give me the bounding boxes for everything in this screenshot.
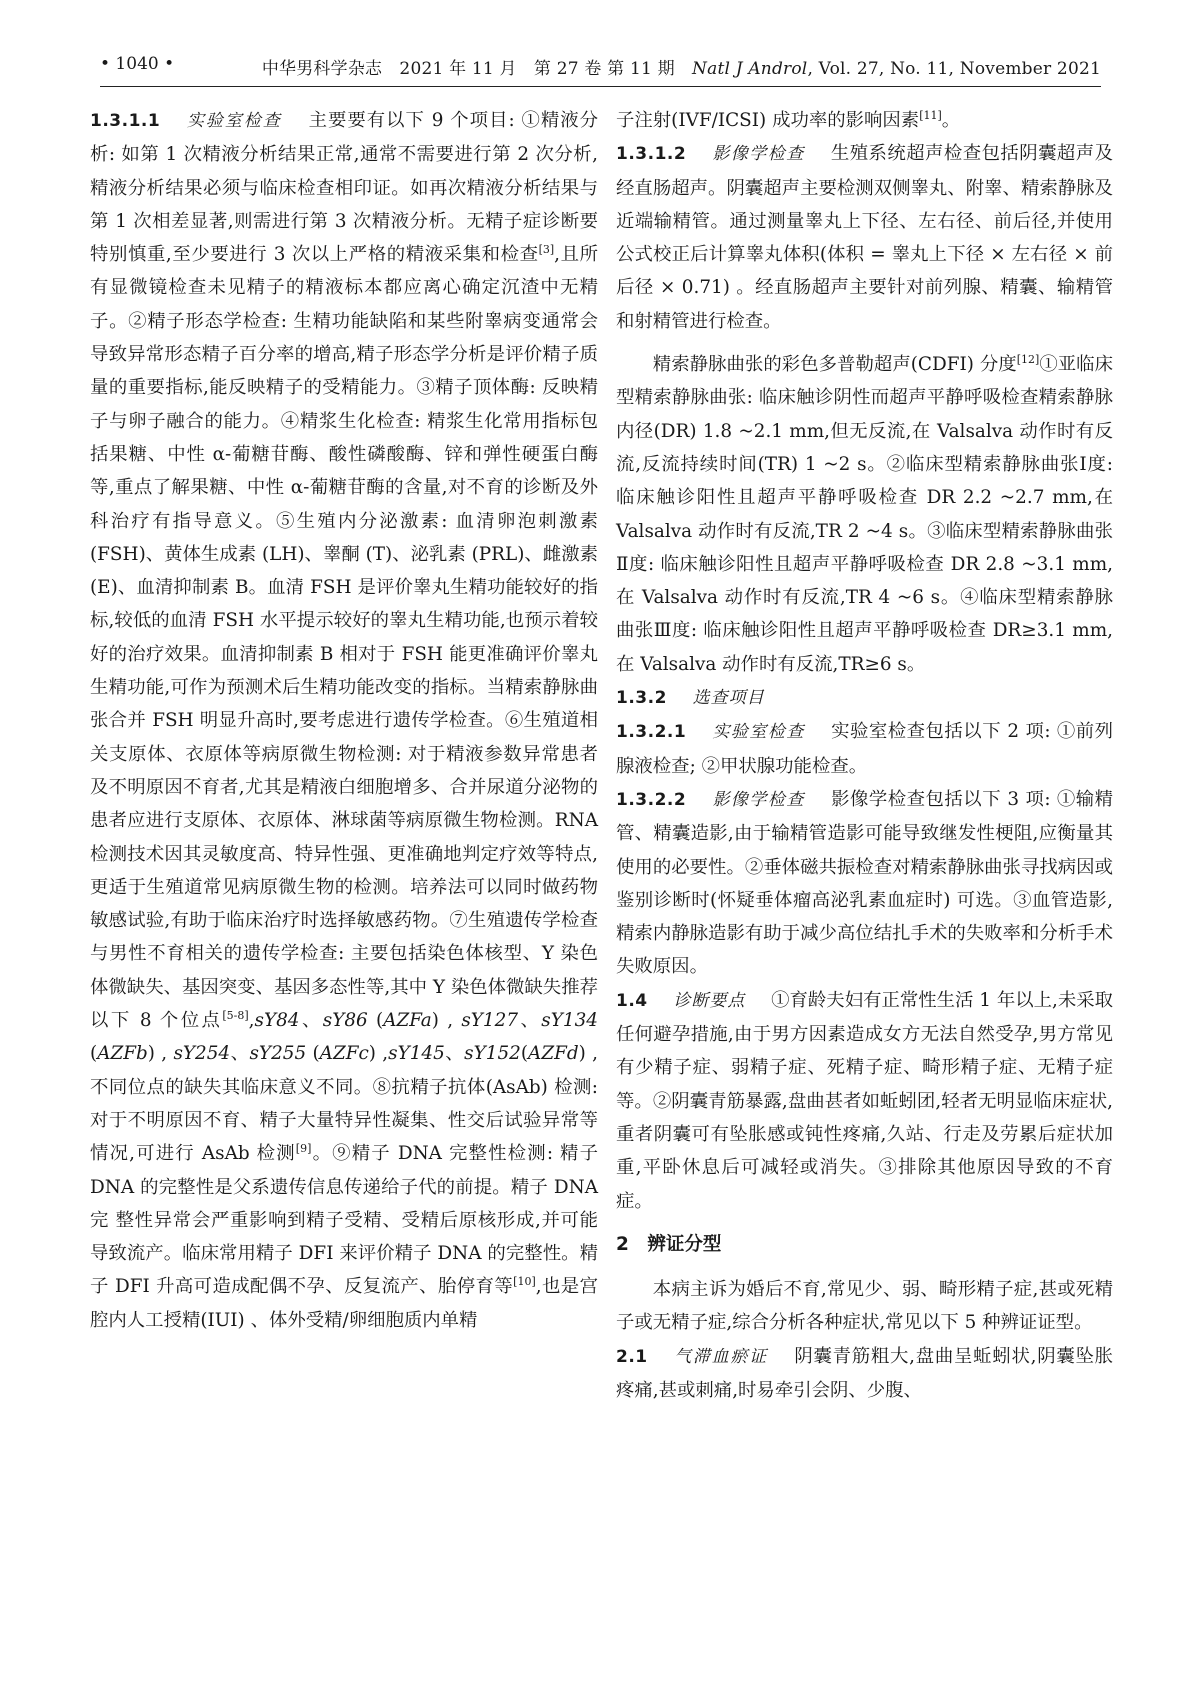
section-number: 1.3.2.2 [616,789,687,810]
citation-ref: [5-8] [222,1009,249,1023]
section-heading: 实验室检查 [711,722,805,743]
citation-ref: [11] [919,109,942,122]
section-heading: 诊断要点 [673,990,746,1011]
citation-ref: [9] [295,1142,312,1156]
gene-locus: sY145 [388,1043,445,1065]
paragraph-cdfi: 精索静脉曲张的彩色多普勒超声(CDFI) 分度[12]①亚临床型精索静脉曲张: 临床触诊阴性而超声平静呼吸检查精索静脉内径(DR) 1.8 ~2.1 mm,但无反流,在 Valsalva 动作时有反流,反流持续时间(TR) 1 ~2 s。②临床型精索静脉曲张Ⅰ度: 临床触诊阳性且超声平静呼吸检查 DR 2.2 ~2.7 mm,在 Valsalva 动作时有反流,TR 2 ~4 s。③临床型精索静脉曲张Ⅱ度: 临床触诊阳性且超声平静呼吸检查 DR 2.8 ~3.1 mm,在 Valsalva 动作时有反流,TR 4 ~6 s。④临床型精索静脉曲张Ⅲ度: 临床触诊阳性且超声平静呼吸检查 DR≥3.1 mm,在 Valsalva 动作时有反流,TR≥6 s。 [616,353,1113,675]
gene-locus: sY152 [464,1043,521,1065]
section-heading: 影像学检查 [711,789,805,810]
right-column [616,104,1113,1407]
paragraph-1-3-2-2: 1.3.2.2 影像学检查 影像学检查包括以下 3 项: ①输精管、精囊造影,由于输精管造影可能导致继发性梗阻,应衡量其使用的必要性。②垂体磁共振检查对精索静脉曲张寻找病因或鉴别诊断时(怀疑垂体瘤高泌乳素血症时) 可选。③血管造影,精索内静脉造影有助于减少高位结扎手术的失败率和分析手术失败原因。 [616,788,1114,978]
section-heading: 气滞血瘀证 [673,1346,768,1367]
citation-ref: [10] [513,1275,536,1289]
header-rule [100,86,1101,87]
section-number: 1.3.1.2 [616,144,687,165]
gene-locus: sY255 [249,1043,307,1065]
citation-ref: [12] [1016,353,1040,367]
section-heading: 影像学检查 [711,144,805,165]
gene-region: AZFb [97,1043,148,1065]
gene-region: AZFa [383,1010,432,1032]
section-number: 1.3.2.1 [616,722,687,743]
section-number: 1.3.2 [616,688,667,709]
gene-locus: sY84 [254,1010,300,1032]
paragraph-1-3-2-1: 1.3.2.1 实验室检查 实验室检查包括以下 2 项: ①前列腺液检查; ②甲状腺功能检查。 [616,721,1114,777]
gene-locus: sY134 [541,1010,598,1032]
journal-citation: 中华男科学杂志 2021 年 11 月 第 27 卷 第 11 期 Natl J Androl, Vol. 27, No. 11, November 2021 [261,59,1101,79]
paragraph-1-4: 1.4 诊断要点 ①育龄夫妇有正常性生活 1 年以上,未采取任何避孕措施,由于男方因素造成女方无法自然受孕,男方常见有少精子症、弱精子症、死精子症、畸形精子症、无精子症等。②阴囊青筋暴露,盘曲甚者如蚯蚓团,轻者无明显临床症状,重者阴囊可有坠胀感或钝性疼痛,久站、行走及劳累后症状加重,平卧休息后可减轻或消失。③排除其他原因导致的不育症。 [616,989,1114,1212]
paragraph-1-3-1-1: 1.3.1.1 实验室检查 主要要有以下 9 个项目: ①精液分析: 如第 1 次精液分析结果正常,通常不需要进行第 2 次分析,精液分析结果必须与临床检查相印证。如再次精液分析结果与第 1 次相差显著,则需进行第 3 次精液分析。无精子症诊断要特别慎重,至少要进行 3 次以上严格的精液采集和检查[3],且所有显微镜检查未见精子的精液标本都应离心确定沉渣中无精子。②精子形态学检查: 生精功能缺陷和某些附睾病变通常会导致异常形态精子百分率的增高,精子形态学分析是评价精子质量的重要指标,能反映精子的受精能力。③精子顶体酶: 反映精子与卵子融合的能力。④精浆生化检查: 精浆生化常用指标包括果糖、中性 α-葡糖苷酶、酸性磷酸酶、锌和弹性硬蛋白酶等,重点了解果糖、中性 α-葡糖苷酶的含量,对不育的诊断及外科治疗有指导意义。⑤生殖内分泌激素: 血清卵泡刺激素 (FSH)、黄体生成素 (LH)、睾酮 (T)、泌乳素 (PRL)、雌激素 (E)、血清抑制素 B。血清 FSH 是评价睾丸生精功能较好的指标,较低的血清 FSH 水平提示较好的睾丸生精功能,也预示着较好的治疗效果。血清抑制素 B 相对于 FSH 能更准确评价睾丸生精功能,可作为预测术后生精功能改变的指标。当精索静脉曲张合并 FSH 明显升高时,要考虑进行遗传学检查。⑥生殖道相关支原体、衣原体等病原微生物检测: 对于精液参数异常患者及不明原因不育者,尤其是精液白细胞增多、合并尿道分泌物的患者应进行支原体、衣原体、淋球菌等病原微生物检测。RNA 检测技术因其灵敏度高、特异性强、更准确地判定疗效等特点,更适于生殖道常见病原微生物的检测。培养法可以同时做药物敏感试验,有助于临床治疗时选择敏感药物。⑦生殖遗传学检查与男性不育相关的遗传学检查: 主要包括染色体核型、Y 染色体微缺失、基因突变、基因多态性等,其中 Y 染色体微缺失推荐以下 8 个位点[5-8],sY84、sY86 (AZFa) , sY127、sY134 (AZFb) , sY254、sY255 (AZFc) ,sY145、sY152(AZFd) ,不同位点的缺失其临床意义不同。⑧抗精子抗体(AsAb) 检测: 对于不明原因不育、精子大量特异性凝集、性交后试验异常等情况,可进行 AsAb 检测[9]。⑨精子 DNA 完整性检测: 精子 DNA 的完整性是父系遗传信息传递给子代的前提。精子 DNA 完 整性异常会严重影响到精子受精、受精后原核形成,并可能导致流产。临床常用精子 DFI 来评价精子 DNA 的完整性。精子 DFI 升高可造成配偶不孕、反复流产、胎停育等[10],也是宫腔内人工授精(IUI) 、体外受精/卵细胞质内单精 [90,110,599,1331]
section-number: 2.1 [616,1346,648,1367]
citation-ref: [3] [538,243,555,257]
heading-1-3-2 [616,681,1113,715]
running-header [100,50,1101,84]
section-heading: 选查项目 [692,688,765,709]
section-number: 1.4 [616,990,648,1011]
gene-region: AZFc [319,1043,369,1065]
section-heading: 实验室检查 [185,111,282,131]
gene-region: AZFd [528,1043,579,1065]
paragraph-continued: 子注射(IVF/ICSI) 成功率的影响因素[11]。 [616,109,961,131]
section-number: 1.3.1.1 [90,111,161,131]
journal-abbrev: Natl J Androl [692,59,808,79]
left-column [90,104,598,1337]
page-number: • 1040 • [100,54,175,74]
gene-locus: sY127 [461,1010,519,1032]
paragraph-1-3-1-2: 1.3.1.2 影像学检查 生殖系统超声检查包括阴囊超声及经直肠超声。阴囊超声主要检测双侧睾丸、附睾、精索静脉及近端输精管。通过测量睾丸上下径、左右径、前后径,并使用公式校正后计算睾丸体积(体积 = 睾丸上下径 × 左右径 × 前后径 × 0.71) 。经直肠超声主要针对前列腺、精囊、输精管和射精管进行检查。 [616,143,1113,332]
section-2-heading: 2 辨证分型 [616,1233,722,1255]
gene-locus: sY254 [173,1043,231,1065]
paragraph-2-1: 2.1 气滞血瘀证 阴囊青筋粗大,盘曲呈蚯蚓状,阴囊坠胀疼痛,甚或刺痛,时易牵引会阴、少腹、 [616,1345,1113,1401]
paragraph-section-2: 本病主诉为婚后不育,常见少、弱、畸形精子症,甚或死精子或无精子症,综合分析各种症状,常见以下 5 种辨证证型。 [616,1279,1113,1334]
gene-locus: sY86 [322,1010,368,1032]
